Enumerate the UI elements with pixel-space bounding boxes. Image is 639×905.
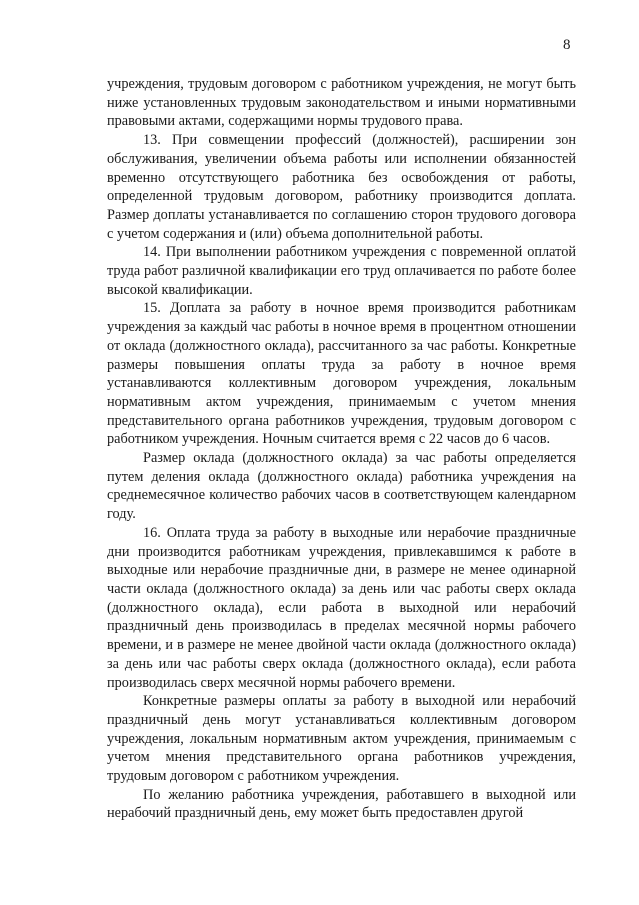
paragraph-item-15: 15. Доплата за работу в ночное время производится работникам учреждения за каждый час работы в ночное время в процентном отношении от оклада (должностного оклада), рассчитанного за час работы. Конкретные размеры повышения оплаты труда за работу в ночное время устанавливаются коллективным договором учреждения, локальным нормативным актом учреждения, принимаемым с учетом мнения представительного органа работников учреждения, трудовым договором с работником учреждения. Ночным считается время с 22 часов до 6 часов. — [107, 300, 576, 448]
paragraph-hourly-rate: Размер оклада (должностного оклада) за час работы определяется путем деления оклада (должностного оклада) работника учреждения на среднемесячное количество рабочих часов в соответствующем календарном году. — [107, 450, 576, 523]
paragraph-continuation: учреждения, трудовым договором с работником учреждения, не могут быть ниже установленных трудовым законодательством и иными нормативными правовыми актами, содержащими нормы трудового права. — [107, 76, 576, 130]
body-text — [107, 75, 576, 823]
paragraph-item-14: 14. При выполнении работником учреждения с повременной оплатой труда работ различной квалификации его труд оплачивается по работе более высокой квалификации. — [107, 244, 576, 298]
page-number: 8 — [563, 37, 571, 53]
paragraph-item-13: 13. При совмещении профессий (должностей), расширении зон обслуживания, увеличении объема работы или исполнении обязанностей временно отсутствующего работника без освобождения от работы, определенной трудовым договором, работнику производится доплата. Размер доплаты устанавливается по соглашению сторон трудового договора с учетом содержания и (или) объема дополнительной работы. — [107, 132, 576, 242]
paragraph-item-16: 16. Оплата труда за работу в выходные или нерабочие праздничные дни производится работникам учреждения, привлекавшимся к работе в выходные или нерабочие праздничные дни, в размере не менее одинарной части оклада (должностного оклада) за день или час работы сверх оклада (должностного оклада), если работа в выходной или нерабочий праздничный день производилась в пределах месячной нормы рабочего времени, и в размере не менее двойной части оклада (должностного оклада) за день или час работы сверх оклада (должностного оклада), если работа производилась сверх месячной нормы рабочего времени. — [107, 524, 576, 691]
paragraph-day-off-option: По желанию работника учреждения, работавшего в выходной или нерабочий праздничный день, ему может быть предоставлен другой — [107, 786, 576, 822]
paragraph-holiday-pay-amounts: Конкретные размеры оплаты за работу в выходной или нерабочий праздничный день могут устанавливаться коллективным договором учреждения, локальным нормативным актом учреждения, принимаемым с учетом мнения представительного органа работников учреждения, трудовым договором с работником учреждения. — [107, 693, 576, 785]
